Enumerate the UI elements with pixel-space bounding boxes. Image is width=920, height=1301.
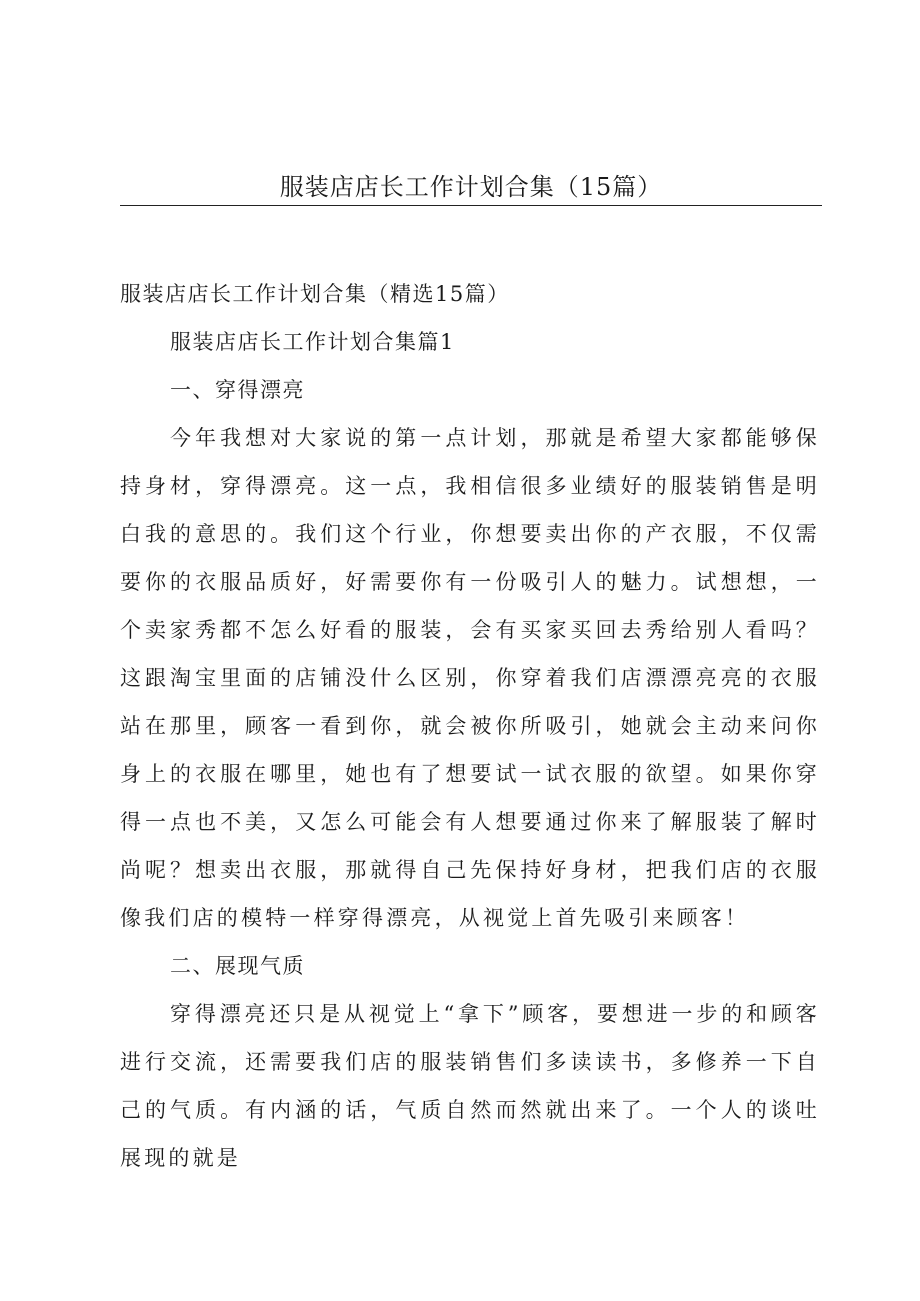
section-heading-1: 一、穿得漂亮 — [170, 378, 305, 402]
section-paragraph-2: 穿得漂亮还只是从视觉上“拿下”顾客，要想进一步的和顾客进行交流，还需要我们店的服装销售们多读读书，多修养一下自己的气质。有内涵的话，气质自然而然就出来了。一个人的谈吐展现的就是 — [120, 1002, 820, 1170]
document-body — [120, 270, 820, 1182]
document-subtitle: 服装店店长工作计划合集（精选15篇） — [120, 282, 510, 306]
title-underline-divider — [120, 205, 822, 206]
section-heading-2: 二、展现气质 — [170, 954, 305, 978]
chapter-heading: 服装店店长工作计划合集篇1 — [170, 330, 455, 354]
section-paragraph-1: 今年我想对大家说的第一点计划，那就是希望大家都能够保持身材，穿得漂亮。这一点，我相信很多业绩好的服装销售是明白我的意思的。我们这个行业，你想要卖出你的产衣服，不仅需要你的衣服品质好，好需要你有一份吸引人的魅力。试想想，一个卖家秀都不怎么好看的服装，会有买家买回去秀给别人看吗？这跟淘宝里面的店铺没什么区别，你穿着我们店漂漂亮亮的衣服站在那里，顾客一看到你，就会被你所吸引，她就会主动来问你身上的衣服在哪里，她也有了想要试一试衣服的欲望。如果你穿得一点也不美，又怎么可能会有人想要通过你来了解服装了解时尚呢？想卖出衣服，那就得自己先保持好身材，把我们店的衣服像我们店的模特一样穿得漂亮，从视觉上首先吸引来顾客！ — [120, 426, 820, 930]
document-title: 服装店店长工作计划合集（15篇） — [279, 173, 663, 201]
